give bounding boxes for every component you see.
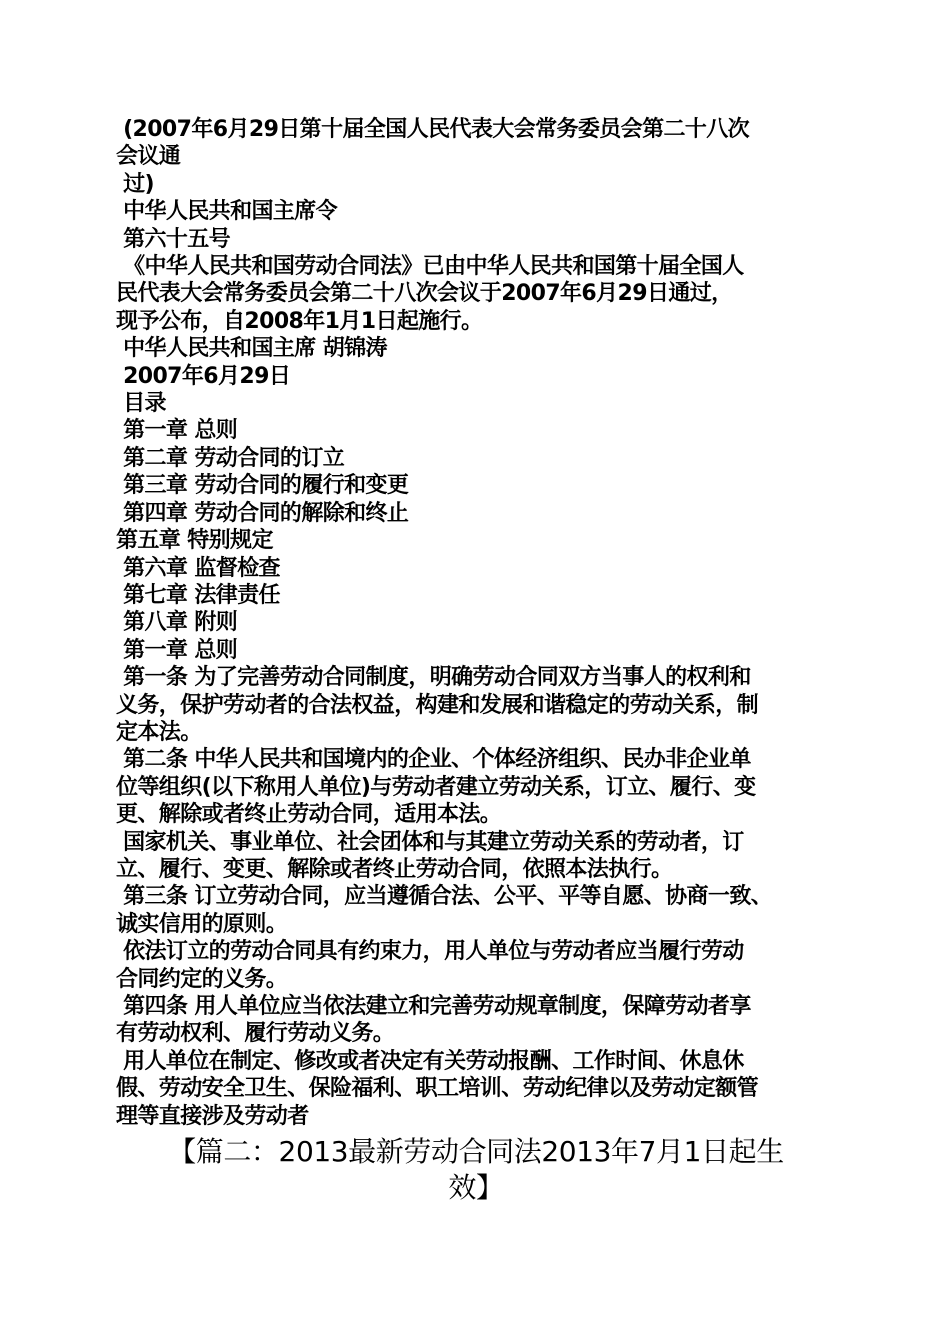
- article-text: 位等组织(以下称用人单位)与劳动者建立劳动关系，订立、履行、变: [116, 774, 756, 800]
- toc-item: 第二章 劳动合同的订立: [116, 445, 345, 471]
- article-text: 第三条 订立劳动合同，应当遵循合法、公平、平等自愿、协商一致、: [116, 884, 773, 910]
- article-text: 第二条 中华人民共和国境内的企业、个体经济组织、民办非企业单: [116, 747, 751, 773]
- toc-item: 第八章 附则: [116, 610, 238, 636]
- article-text: 定本法。: [116, 719, 202, 745]
- signatory: 中华人民共和国主席 胡锦涛: [116, 336, 387, 362]
- text-line: 会议通: [116, 144, 181, 170]
- article-text: 有劳动权利、履行劳动义务。: [116, 1021, 395, 1047]
- section-heading-line: 【篇二：2013最新劳动合同法2013年7月1日起生: [168, 1135, 784, 1168]
- article-text: 立、履行、变更、解除或者终止劳动合同，依照本法执行。: [116, 856, 673, 882]
- text-line: (2007年6月29日第十届全国人民代表大会常务委员会第二十八次: [116, 117, 750, 142]
- article-text: 依法订立的劳动合同具有约束力，用人单位与劳动者应当履行劳动: [116, 939, 744, 965]
- document-body: [116, 116, 836, 1130]
- section-heading-line: 效】: [448, 1171, 504, 1204]
- toc-item: 第三章 劳动合同的履行和变更: [116, 473, 409, 499]
- text-line: 民代表大会常务委员会第二十八次会议于2007年6月29日通过，: [116, 281, 733, 307]
- article-text: 假、劳动安全卫生、保险福利、职工培训、劳动纪律以及劳动定额管: [116, 1076, 759, 1102]
- text-line: 现予公布，自2008年1月1日起施行。: [116, 308, 483, 334]
- toc-item: 第五章 特别规定: [116, 528, 273, 554]
- text-line: 过): [116, 171, 154, 197]
- article-text: 义务，保护劳动者的合法权益，构建和发展和谐稳定的劳动关系，制: [116, 692, 759, 718]
- article-text: 国家机关、事业单位、社会团体和与其建立劳动关系的劳动者，订: [116, 829, 744, 855]
- toc-heading: 目录: [116, 391, 166, 417]
- toc-item: 第六章 监督检查: [116, 555, 280, 581]
- toc-item: 第一章 总则: [116, 418, 238, 444]
- chapter-heading: 第一章 总则: [116, 637, 238, 663]
- text-line: 《中华人民共和国劳动合同法》已由中华人民共和国第十届全国人: [116, 254, 744, 280]
- article-text: 更、解除或者终止劳动合同，适用本法。: [116, 802, 502, 828]
- toc-item: 第四章 劳动合同的解除和终止: [116, 500, 409, 526]
- decree-date: 2007年6月29日: [116, 363, 291, 389]
- article-text: 第四条 用人单位应当依法建立和完善劳动规章制度，保障劳动者享: [116, 994, 751, 1019]
- article-text: 第一条 为了完善劳动合同制度，明确劳动合同双方当事人的权利和: [116, 665, 751, 691]
- decree-title: 中华人民共和国主席令: [116, 199, 338, 225]
- decree-number: 第六十五号: [116, 226, 231, 252]
- section-heading: [116, 1134, 836, 1206]
- article-text: 合同约定的义务。: [116, 966, 288, 992]
- toc-item: 第七章 法律责任: [116, 582, 280, 608]
- article-text: 用人单位在制定、修改或者决定有关劳动报酬、工作时间、休息休: [116, 1048, 744, 1074]
- article-text: 诚实信用的原则。: [116, 911, 288, 937]
- article-text: 理等直接涉及劳动者: [116, 1103, 309, 1129]
